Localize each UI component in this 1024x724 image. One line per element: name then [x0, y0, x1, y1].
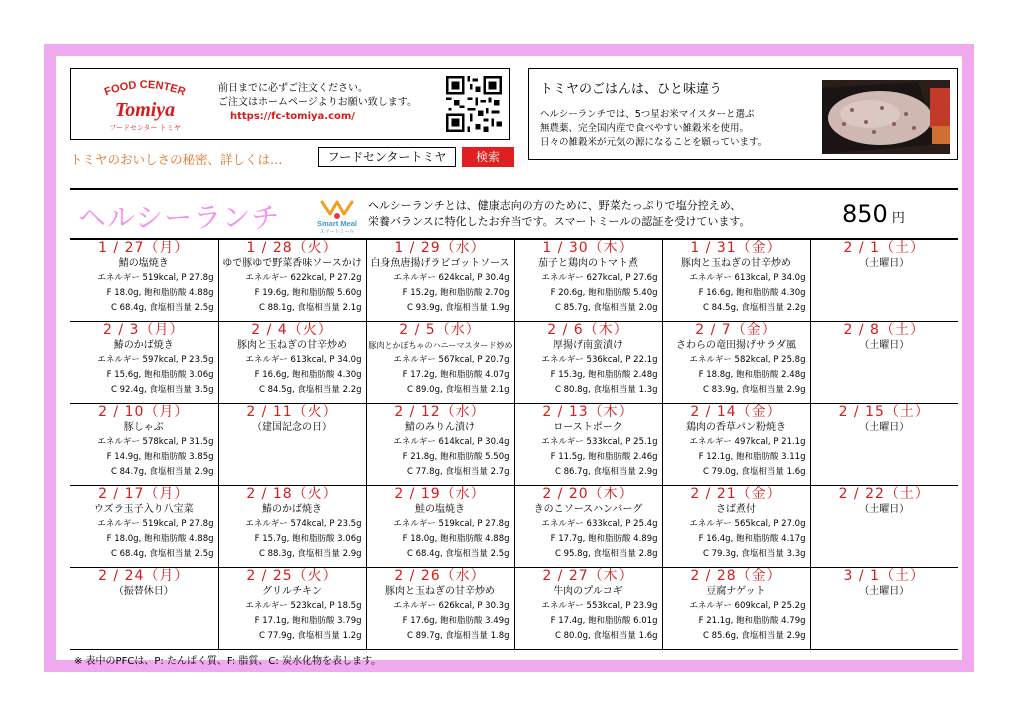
day-date: 2 / 20（木） — [542, 485, 634, 502]
week-row — [70, 485, 958, 567]
holiday-label: （土曜日） — [859, 339, 910, 351]
nutrition-carb-salt: C 80.8g, 食塩相当量 1.3g — [555, 384, 658, 395]
day-cell[interactable] — [70, 485, 218, 567]
nutrition-fat: F 16.4g, 飽和脂肪酸 4.17g — [698, 533, 806, 544]
day-cell[interactable] — [514, 321, 662, 403]
nutrition-fat: F 21.1g, 飽和脂肪酸 4.79g — [698, 615, 806, 626]
day-date: 2 / 24（月） — [98, 567, 190, 584]
price-value: 850 — [842, 200, 888, 228]
day-cell[interactable] — [514, 567, 662, 649]
holiday-label: （振替休日） — [113, 585, 174, 597]
week-row — [70, 240, 958, 321]
day-date: 2 / 10（月） — [98, 403, 190, 420]
nutrition-energy-protein: エネルギー 622kcal, P 27.2g — [245, 273, 362, 283]
nutrition-energy-protein: エネルギー 633kcal, P 25.4g — [541, 518, 658, 529]
nutrition-energy-protein: エネルギー 536kcal, P 22.1g — [541, 354, 658, 365]
nutrition-energy-protein: エネルギー 497kcal, P 21.1g — [689, 436, 806, 447]
dish-name: 豚肉と玉ねぎの甘辛炒め — [385, 585, 495, 597]
nutrition-fat: F 15.2g, 飽和脂肪酸 2.70g — [402, 288, 510, 298]
nutrition-carb-salt: C 77.8g, 食塩相当量 2.7g — [407, 466, 510, 477]
nutrition-energy-protein: エネルギー 614kcal, P 30.4g — [393, 436, 510, 447]
day-cell[interactable] — [70, 240, 218, 321]
nutrition-carb-salt: C 68.4g, 食塩相当量 2.5g — [111, 303, 214, 313]
day-cell[interactable] — [514, 485, 662, 567]
nutrition-carb-salt: C 93.9g, 食塩相当量 1.9g — [407, 303, 510, 313]
holiday-label: （土曜日） — [859, 585, 910, 597]
dish-name: 鰆のかば焼き — [113, 339, 174, 351]
nutrition-energy-protein: エネルギー 574kcal, P 23.5g — [245, 518, 362, 529]
nutrition-energy-protein: エネルギー 519kcal, P 27.8g — [393, 518, 510, 529]
rice-title: トミヤのごはんは、ひと味違う — [540, 82, 723, 97]
dish-name: さば煮付 — [716, 503, 756, 515]
nutrition-carb-salt: C 88.3g, 食塩相当量 2.9g — [259, 548, 362, 559]
day-date: 2 / 8（土） — [843, 321, 925, 338]
nutrition-fat: F 16.6g, 飽和脂肪酸 4.30g — [698, 288, 806, 298]
day-date: 2 / 21（金） — [690, 485, 782, 502]
dish-name: 茄子と鶏肉のトマト煮 — [538, 258, 638, 269]
nutrition-fat: F 11.5g, 飽和脂肪酸 2.46g — [550, 451, 658, 462]
day-cell[interactable] — [218, 485, 366, 567]
nutrition-carb-salt: C 84.7g, 食塩相当量 2.9g — [111, 466, 214, 477]
day-cell[interactable] — [810, 403, 958, 485]
dish-name: 白身魚唐揚げラビゴットソース — [370, 258, 510, 269]
dish-name: ウズラ玉子入り八宝菜 — [93, 503, 194, 515]
nutrition-energy-protein: エネルギー 582kcal, P 25.8g — [689, 354, 806, 365]
day-date: 2 / 18（火） — [246, 485, 338, 502]
dish-name: 厚揚げ南蛮漬け — [553, 339, 623, 351]
nutrition-carb-salt: C 92.4g, 食塩相当量 3.5g — [111, 384, 214, 395]
bento-rice-photo — [822, 80, 950, 154]
nutrition-energy-protein: エネルギー 519kcal, P 27.8g — [97, 518, 214, 529]
day-date: 1 / 28（火） — [246, 240, 338, 256]
day-date: 2 / 26（水） — [394, 567, 486, 584]
nutrition-energy-protein: エネルギー 519kcal, P 27.8g — [97, 273, 214, 283]
dish-name: ゆで豚ゆで野菜香味ソースかけ — [222, 258, 362, 269]
day-date: 1 / 27（月） — [98, 240, 190, 256]
rice-description — [540, 108, 767, 150]
price — [842, 200, 905, 228]
nutrition-fat: F 18.8g, 飽和脂肪酸 2.48g — [698, 369, 806, 380]
day-date: 2 / 11（火） — [246, 403, 338, 420]
notice-line: 前日までに必ずご注文ください。 — [218, 83, 368, 94]
dish-name: 鰆のかば焼き — [262, 503, 322, 515]
nutrition-energy-protein: エネルギー 523kcal, P 18.5g — [245, 600, 362, 611]
nutrition-energy-protein: エネルギー 626kcal, P 30.3g — [393, 600, 510, 611]
dish-name: さわらの竜田揚げサラダ風 — [676, 339, 796, 351]
svg-text:FOOD CENTER: FOOD CENTER — [102, 78, 188, 99]
day-cell[interactable] — [218, 567, 366, 649]
day-date: 2 / 15（土） — [838, 403, 930, 420]
qr-code-icon[interactable] — [446, 76, 502, 132]
nutrition-carb-salt: C 95.8g, 食塩相当量 2.8g — [555, 548, 658, 559]
order-notice — [218, 82, 417, 124]
nutrition-energy-protein: エネルギー 624kcal, P 30.4g — [393, 273, 510, 283]
day-date: 3 / 1（土） — [843, 567, 925, 584]
nutrition-fat: F 18.0g, 飽和脂肪酸 4.88g — [402, 533, 510, 544]
day-date: 2 / 4（火） — [251, 321, 333, 338]
menu-calendar — [70, 238, 958, 650]
nutrition-fat: F 20.6g, 飽和脂肪酸 5.40g — [550, 288, 658, 298]
nutrition-energy-protein: エネルギー 609kcal, P 25.2g — [689, 600, 806, 611]
day-cell[interactable] — [366, 321, 514, 403]
day-cell[interactable] — [366, 567, 514, 649]
divider — [70, 188, 958, 190]
holiday-label: （土曜日） — [859, 258, 910, 269]
holiday-label: （建国記念の日） — [252, 421, 332, 433]
nutrition-fat: F 17.4g, 飽和脂肪酸 6.01g — [550, 615, 658, 626]
day-cell[interactable] — [810, 485, 958, 567]
dish-name: 豚肉と玉ねぎの甘辛炒め — [237, 339, 347, 351]
dish-name: グリルチキン — [262, 585, 322, 597]
menu-table — [70, 240, 958, 649]
nutrition-energy-protein: エネルギー 567kcal, P 20.7g — [393, 354, 510, 365]
nutrition-energy-protein: エネルギー 597kcal, P 23.5g — [97, 354, 214, 365]
day-date: 1 / 31（金） — [690, 240, 782, 256]
nutrition-carb-salt: C 68.4g, 食塩相当量 2.5g — [407, 548, 510, 559]
day-cell[interactable] — [662, 567, 810, 649]
healthy-lunch-description — [368, 198, 750, 230]
nutrition-fat: F 14.9g, 飽和脂肪酸 3.85g — [106, 451, 214, 462]
holiday-label: （土曜日） — [859, 421, 910, 433]
dish-name: 豚肉とかぼちゃのハニーマスタード炒め — [368, 340, 513, 350]
nutrition-fat: F 19.6g, 飽和脂肪酸 5.60g — [254, 288, 362, 298]
tomiya-logo — [88, 76, 202, 134]
rice-desc-line: 無農薬、完全国内産で食べやすい雑穀米を使用。 — [540, 123, 750, 134]
dish-name: ローストポーク — [553, 421, 623, 433]
week-row — [70, 567, 958, 649]
nutrition-energy-protein: エネルギー 565kcal, P 27.0g — [689, 518, 806, 529]
day-cell[interactable] — [218, 321, 366, 403]
nutrition-carb-salt: C 89.0g, 食塩相当量 2.1g — [407, 384, 510, 395]
holiday-label: （土曜日） — [859, 503, 910, 515]
svg-text:Smart Meal: Smart Meal — [316, 219, 358, 228]
nutrition-fat: F 17.2g, 飽和脂肪酸 4.07g — [402, 369, 510, 380]
day-date: 1 / 29（水） — [394, 240, 486, 256]
nutrition-fat: F 17.7g, 飽和脂肪酸 4.89g — [550, 533, 658, 544]
day-date: 2 / 3（月） — [103, 321, 185, 338]
day-date: 2 / 22（土） — [838, 485, 930, 502]
healthy-desc-line: 栄養バランスに特化したお弁当です。スマートミールの認証を受けています。 — [368, 215, 751, 228]
dish-name: 鶏肉の香草パン粉焼き — [686, 421, 786, 433]
nutrition-fat: F 18.0g, 飽和脂肪酸 4.88g — [106, 288, 214, 298]
secret-text: トミヤのおいしさの秘密、詳しくは… — [70, 152, 283, 167]
nutrition-carb-salt: C 84.5g, 食塩相当量 2.2g — [259, 384, 362, 395]
day-date: 2 / 1（土） — [843, 240, 925, 256]
week-row — [70, 321, 958, 403]
day-date: 1 / 30（木） — [542, 240, 634, 256]
nutrition-fat: F 15.6g, 飽和脂肪酸 3.06g — [106, 369, 214, 380]
day-cell[interactable] — [662, 403, 810, 485]
day-cell[interactable] — [662, 240, 810, 321]
notice-line: ご注文はホームページよりお願い致します。 — [218, 97, 417, 108]
dish-name: 鯖のみりん漬け — [405, 421, 475, 433]
healthy-desc-line: ヘルシーランチとは、健康志向の方のために、野菜たっぷりで塩分控えめ、 — [368, 199, 742, 212]
nutrition-energy-protein: エネルギー 533kcal, P 25.1g — [541, 436, 658, 447]
svg-text:フードセンター トミヤ: フードセンター トミヤ — [109, 124, 181, 132]
nutrition-fat: F 15.7g, 飽和脂肪酸 3.06g — [254, 533, 362, 544]
nutrition-carb-salt: C 68.4g, 食塩相当量 2.5g — [111, 548, 214, 559]
day-cell[interactable] — [810, 321, 958, 403]
nutrition-carb-salt: C 85.6g, 食塩相当量 2.9g — [703, 630, 806, 641]
website-link[interactable]: https://fc-tomiya.com/ — [230, 111, 355, 122]
nutrition-carb-salt: C 80.0g, 食塩相当量 1.6g — [555, 630, 658, 641]
nutrition-carb-salt: C 83.9g, 食塩相当量 2.9g — [703, 384, 806, 395]
footnote: ※ 表中のPFCは、P: たんぱく質、F: 脂質、C: 炭水化物を表します。 — [74, 656, 382, 667]
day-date: 2 / 6（木） — [547, 321, 629, 338]
nutrition-carb-salt: C 88.1g, 食塩相当量 2.1g — [259, 303, 362, 313]
day-cell[interactable] — [366, 485, 514, 567]
nutrition-energy-protein: エネルギー 627kcal, P 27.6g — [541, 273, 658, 283]
nutrition-carb-salt: C 79.3g, 食塩相当量 3.3g — [703, 548, 806, 559]
nutrition-fat: F 18.0g, 飽和脂肪酸 4.88g — [106, 533, 214, 544]
nutrition-fat: F 15.3g, 飽和脂肪酸 2.48g — [550, 369, 658, 380]
day-cell[interactable] — [70, 403, 218, 485]
search-field[interactable]: フードセンタートミヤ — [318, 147, 456, 167]
day-date: 2 / 27（木） — [542, 567, 634, 584]
dish-name: 牛肉のプルコギ — [553, 585, 623, 597]
rice-desc-line: ヘルシーランチでは、5つ星お米マイスターと選ぶ — [540, 109, 755, 120]
day-cell[interactable] — [366, 403, 514, 485]
smart-meal-logo — [314, 198, 360, 234]
nutrition-energy-protein: エネルギー 613kcal, P 34.0g — [245, 354, 362, 365]
day-cell[interactable] — [70, 567, 218, 649]
nutrition-carb-salt: C 89.7g, 食塩相当量 1.8g — [407, 630, 510, 641]
dish-name: 豚肉と玉ねぎの甘辛炒め — [681, 258, 791, 269]
day-date: 2 / 7（金） — [695, 321, 777, 338]
day-cell[interactable] — [810, 567, 958, 649]
day-date: 2 / 12（水） — [394, 403, 486, 420]
nutrition-carb-salt: C 84.5g, 食塩相当量 2.2g — [703, 303, 806, 313]
nutrition-fat: F 17.1g, 飽和脂肪酸 3.79g — [254, 615, 362, 626]
price-unit: 円 — [891, 211, 905, 226]
day-date: 2 / 13（木） — [542, 403, 634, 420]
rice-desc-line: 日々の雑穀米が元気の源になることを願っています。 — [540, 137, 768, 148]
dish-name: 豚しゃぶ — [123, 421, 164, 433]
dish-name: きのこソースハンバーグ — [533, 503, 643, 515]
day-cell[interactable] — [366, 240, 514, 321]
day-cell[interactable] — [218, 240, 366, 321]
dish-name: 鯖の塩焼き — [118, 258, 169, 269]
nutrition-energy-protein: エネルギー 578kcal, P 31.5g — [97, 436, 214, 447]
healthy-lunch-title: ヘルシーランチ — [78, 201, 281, 234]
nutrition-fat: F 21.8g, 飽和脂肪酸 5.50g — [402, 451, 510, 462]
nutrition-energy-protein: エネルギー 553kcal, P 23.9g — [541, 600, 658, 611]
day-cell[interactable] — [810, 240, 958, 321]
day-cell[interactable] — [70, 321, 218, 403]
day-date: 2 / 19（水） — [394, 485, 486, 502]
nutrition-carb-salt: C 79.0g, 食塩相当量 1.6g — [703, 466, 806, 477]
day-date: 2 / 14（金） — [690, 403, 782, 420]
search-button[interactable]: 検索 — [462, 147, 514, 167]
day-date: 2 / 17（月） — [98, 485, 190, 502]
nutrition-carb-salt: C 85.7g, 食塩相当量 2.0g — [555, 303, 658, 313]
nutrition-carb-salt: C 77.9g, 食塩相当量 1.2g — [259, 630, 362, 641]
day-date: 2 / 28（金） — [690, 567, 782, 584]
day-cell[interactable] — [662, 485, 810, 567]
day-cell[interactable] — [514, 403, 662, 485]
day-cell[interactable] — [514, 240, 662, 321]
nutrition-energy-protein: エネルギー 613kcal, P 34.0g — [689, 273, 806, 283]
nutrition-fat: F 12.1g, 飽和脂肪酸 3.11g — [698, 451, 806, 462]
nutrition-fat: F 17.6g, 飽和脂肪酸 3.49g — [402, 615, 510, 626]
day-cell[interactable] — [662, 321, 810, 403]
day-date: 2 / 25（火） — [246, 567, 338, 584]
svg-text:スマートミール: スマートミール — [319, 229, 355, 234]
day-cell[interactable] — [218, 403, 366, 485]
svg-text:Tomiya: Tomiya — [114, 99, 176, 121]
dish-name: 鮭の塩焼き — [415, 503, 465, 515]
week-row — [70, 403, 958, 485]
dish-name: 豆腐ナゲット — [706, 585, 766, 597]
nutrition-carb-salt: C 86.7g, 食塩相当量 2.9g — [555, 466, 658, 477]
day-date: 2 / 5（水） — [399, 321, 481, 338]
nutrition-fat: F 16.6g, 飽和脂肪酸 4.30g — [254, 369, 362, 380]
